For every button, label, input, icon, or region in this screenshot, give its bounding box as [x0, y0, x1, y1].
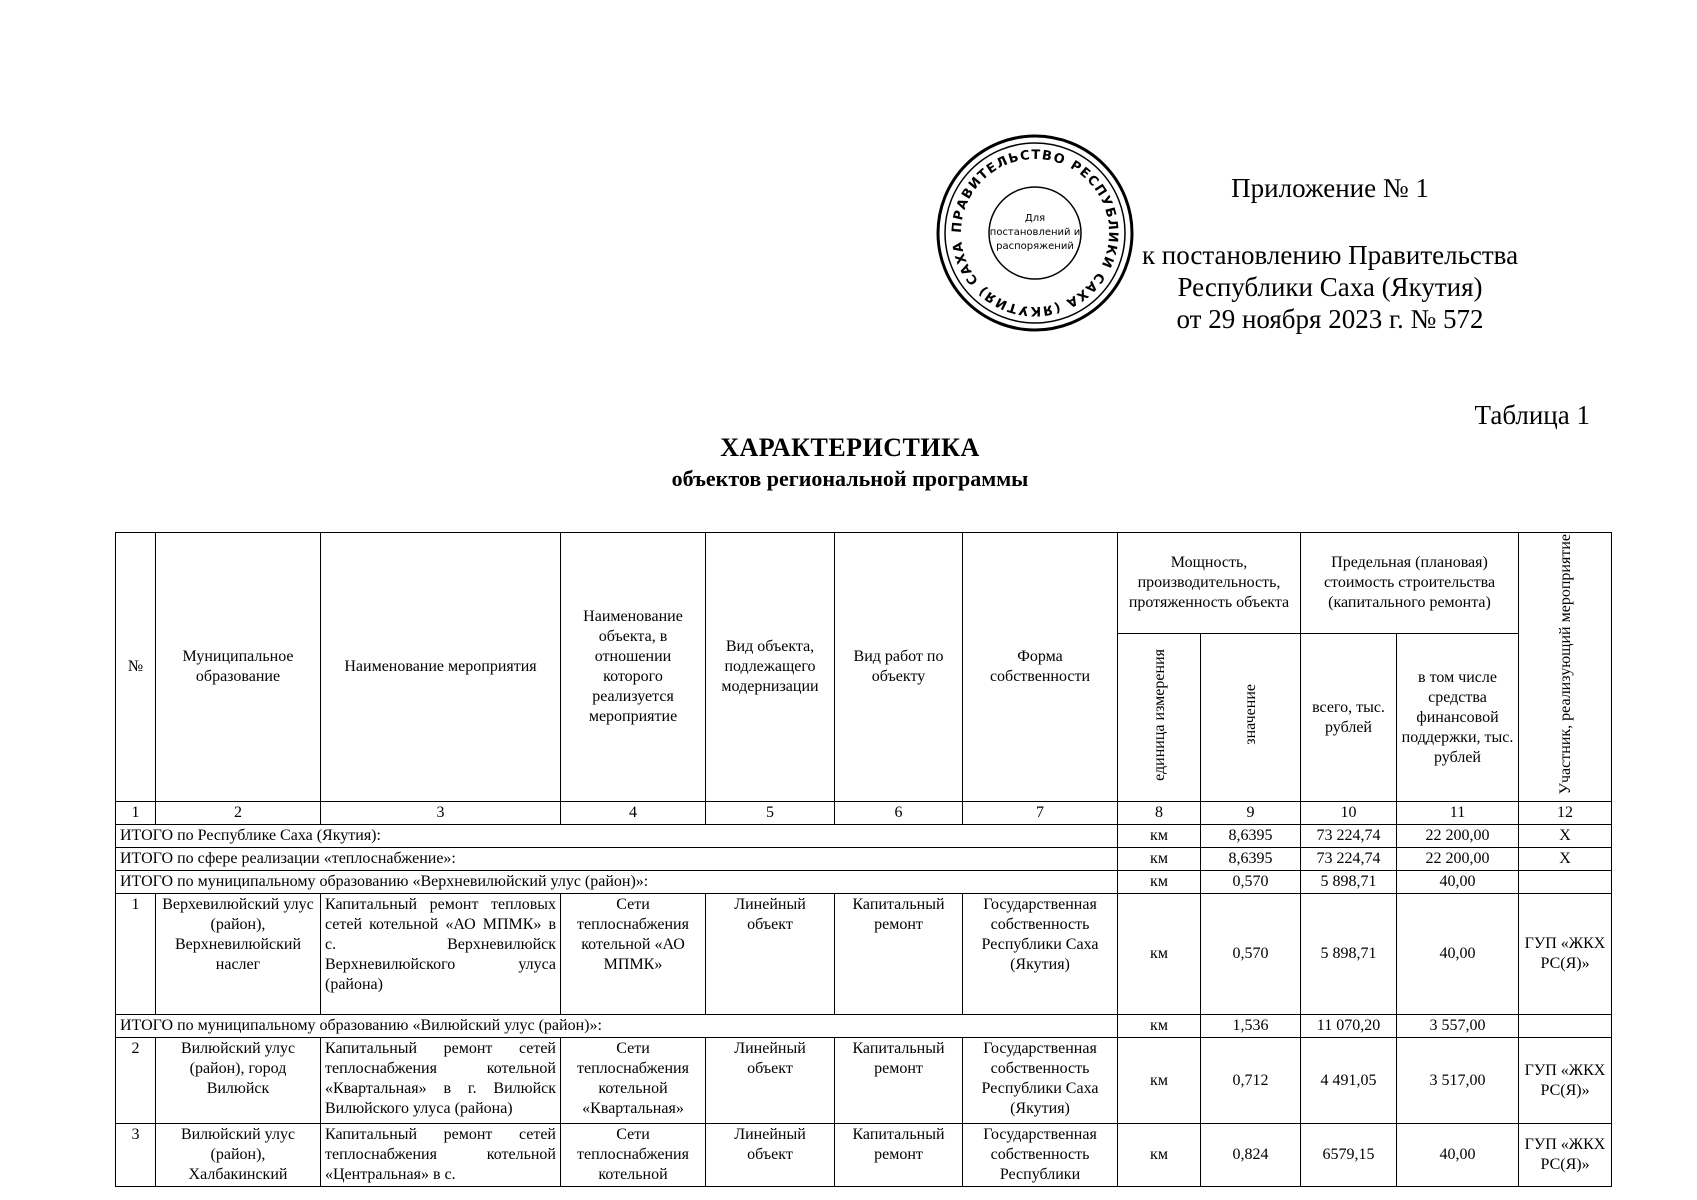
column-number: 8 [1118, 802, 1201, 825]
row-number: 1 [116, 894, 156, 1015]
column-number: 6 [835, 802, 963, 825]
row-object: Сети теплоснабжения котельной [561, 1124, 706, 1187]
row-cost-support: 40,00 [1397, 1124, 1519, 1187]
row-cost-total: 6579,15 [1301, 1124, 1397, 1187]
total-unit: км [1118, 1015, 1201, 1038]
total-row-vilyuysk [116, 1015, 1612, 1038]
row-cost-total: 5 898,71 [1301, 894, 1397, 1015]
row-value: 0,570 [1201, 894, 1301, 1015]
row-object-type: Линейный объект [706, 1124, 835, 1187]
row-number: 3 [116, 1124, 156, 1187]
header-unit-cell [1118, 634, 1201, 802]
column-number: 5 [706, 802, 835, 825]
column-number: 9 [1201, 802, 1301, 825]
row-object-type: Линейный объект [706, 894, 835, 1015]
header-cost-group: Предельная (плановая) стоимость строительства (капитального ремонта) [1301, 533, 1519, 634]
row-municipality: Вилюйский улус (район), город Вилюйск [156, 1038, 321, 1124]
objects-table [115, 532, 1612, 1187]
header-ownership: Форма собственности [963, 533, 1118, 802]
column-numbers-row [116, 802, 1612, 825]
total-participant: Х [1519, 848, 1612, 871]
total-support: 22 200,00 [1397, 825, 1519, 848]
total-unit: км [1118, 848, 1201, 871]
total-participant [1519, 871, 1612, 894]
header-event: Наименование мероприятия [321, 533, 561, 802]
header-object-type: Вид объекта, подлежащего модернизации [706, 533, 835, 802]
total-label: ИТОГО по Республике Саха (Якутия): [116, 825, 1118, 848]
total-value: 0,570 [1201, 871, 1301, 894]
header-municipality: Муниципальное образование [156, 533, 321, 802]
header-object: Наименование объекта, в отношении которого реализуется мероприятие [561, 533, 706, 802]
total-label: ИТОГО по муниципальному образованию «Вилюйский улус (район)»: [116, 1015, 1118, 1038]
header-capacity-group: Мощность, производительность, протяженность объекта [1118, 533, 1301, 634]
header-value: значение [1242, 684, 1259, 746]
column-number: 4 [561, 802, 706, 825]
row-participant: ГУП «ЖКХ РС(Я)» [1519, 894, 1612, 1015]
total-cost: 5 898,71 [1301, 871, 1397, 894]
appendix-resolution-line: к постановлению Правительства [1141, 240, 1519, 270]
seal-center-line: Для [1024, 213, 1046, 224]
total-support: 22 200,00 [1397, 848, 1519, 871]
total-support: 40,00 [1397, 871, 1519, 894]
row-object: Сети теплоснабжения котельной «АО МПМК» [561, 894, 706, 1015]
document-title [560, 432, 1140, 494]
total-support: 3 557,00 [1397, 1015, 1519, 1038]
total-value: 8,6395 [1201, 848, 1301, 871]
total-unit: км [1118, 871, 1201, 894]
header-number: № [116, 533, 156, 802]
row-work-type: Капитальный ремонт [835, 1124, 963, 1187]
row-cost-support: 40,00 [1397, 894, 1519, 1015]
total-row-heating [116, 848, 1612, 871]
total-unit: км [1118, 825, 1201, 848]
table-number: Таблица 1 [1474, 400, 1590, 430]
column-number: 2 [156, 802, 321, 825]
row-municipality: Верхевилюйский улус (район), Верхневилюйский наслег [156, 894, 321, 1015]
total-cost: 73 224,74 [1301, 825, 1397, 848]
row-value: 0,712 [1201, 1038, 1301, 1124]
row-participant: ГУП «ЖКХ РС(Я)» [1519, 1038, 1612, 1124]
header-cost-total: всего, тыс. рублей [1301, 634, 1397, 802]
row-ownership: Государственная собственность Республики Саха (Якутия) [963, 894, 1118, 1015]
row-cost-total: 4 491,05 [1301, 1038, 1397, 1124]
table-row [116, 894, 1612, 1015]
row-ownership: Государственная собственность Республики [963, 1124, 1118, 1187]
row-object-type: Линейный объект [706, 1038, 835, 1124]
column-number: 12 [1519, 802, 1612, 825]
row-unit: км [1118, 1038, 1201, 1124]
official-seal [935, 133, 1135, 333]
appendix-header [1120, 172, 1540, 335]
seal-center-line: распоряжений [996, 241, 1074, 252]
row-participant: ГУП «ЖКХ РС(Я)» [1519, 1124, 1612, 1187]
table-row [116, 1038, 1612, 1124]
appendix-number: Приложение № 1 [1231, 173, 1429, 203]
header-work-type: Вид работ по объекту [835, 533, 963, 802]
appendix-date-line: от 29 ноября 2023 г. № 572 [1176, 304, 1484, 334]
row-number: 2 [116, 1038, 156, 1124]
row-event: Капитальный ремонт сетей теплоснабжения котельной «Квартальная» в г. Вилюйск Вилюйского улуса (района) [321, 1038, 561, 1124]
row-unit: км [1118, 1124, 1201, 1187]
seal-ring-text: ПРАВИТЕЛЬСТВО РЕСПУБЛИКИ САХА (ЯКУТИЯ) САХА [949, 147, 1121, 319]
total-participant [1519, 1015, 1612, 1038]
header-cost-support: в том числе средства финансовой поддержки, тыс. рублей [1397, 634, 1519, 802]
seal-center-line: постановлений и [989, 227, 1081, 238]
total-participant: Х [1519, 825, 1612, 848]
row-municipality: Вилюйский улус (район), Халбакинский [156, 1124, 321, 1187]
total-cost: 11 070,20 [1301, 1015, 1397, 1038]
header-unit: единица измерения [1150, 648, 1168, 781]
column-number: 1 [116, 802, 156, 825]
svg-text:ПРАВИТЕЛЬСТВО РЕСПУБЛИКИ САХА [935, 133, 1120, 318]
row-event: Капитальный ремонт тепловых сетей котельной «АО МПМК» в с. Верхневилюйск Верхневилюйского улуса (района) [321, 894, 561, 1015]
row-event: Капитальный ремонт сетей теплоснабжения котельной «Центральная» в с. [321, 1124, 561, 1187]
title-main: ХАРАКТЕРИСТИКА [720, 433, 980, 462]
total-row-verkhnevilyuysk [116, 871, 1612, 894]
header-participant-cell [1519, 533, 1612, 802]
column-number: 7 [963, 802, 1118, 825]
table-row [116, 1124, 1612, 1187]
row-object: Сети теплоснабжения котельной «Квартальная» [561, 1038, 706, 1124]
row-cost-support: 3 517,00 [1397, 1038, 1519, 1124]
total-label: ИТОГО по сфере реализации «теплоснабжение»: [116, 848, 1118, 871]
header-participant: Участник, реализующий мероприятие [1556, 534, 1574, 795]
total-row-republic [116, 825, 1612, 848]
column-number: 11 [1397, 802, 1519, 825]
column-number: 3 [321, 802, 561, 825]
column-number: 10 [1301, 802, 1397, 825]
row-work-type: Капитальный ремонт [835, 894, 963, 1015]
row-ownership: Государственная собственность Республики Саха (Якутия) [963, 1038, 1118, 1124]
appendix-republic-line: Республики Саха (Якутия) [1177, 272, 1483, 302]
total-label: ИТОГО по муниципальному образованию «Верхневилюйский улус (район)»: [116, 871, 1118, 894]
row-value: 0,824 [1201, 1124, 1301, 1187]
total-value: 1,536 [1201, 1015, 1301, 1038]
total-cost: 73 224,74 [1301, 848, 1397, 871]
row-work-type: Капитальный ремонт [835, 1038, 963, 1124]
row-unit: км [1118, 894, 1201, 1015]
header-value-cell [1201, 634, 1301, 802]
total-value: 8,6395 [1201, 825, 1301, 848]
title-sub: объектов региональной программы [671, 466, 1029, 491]
